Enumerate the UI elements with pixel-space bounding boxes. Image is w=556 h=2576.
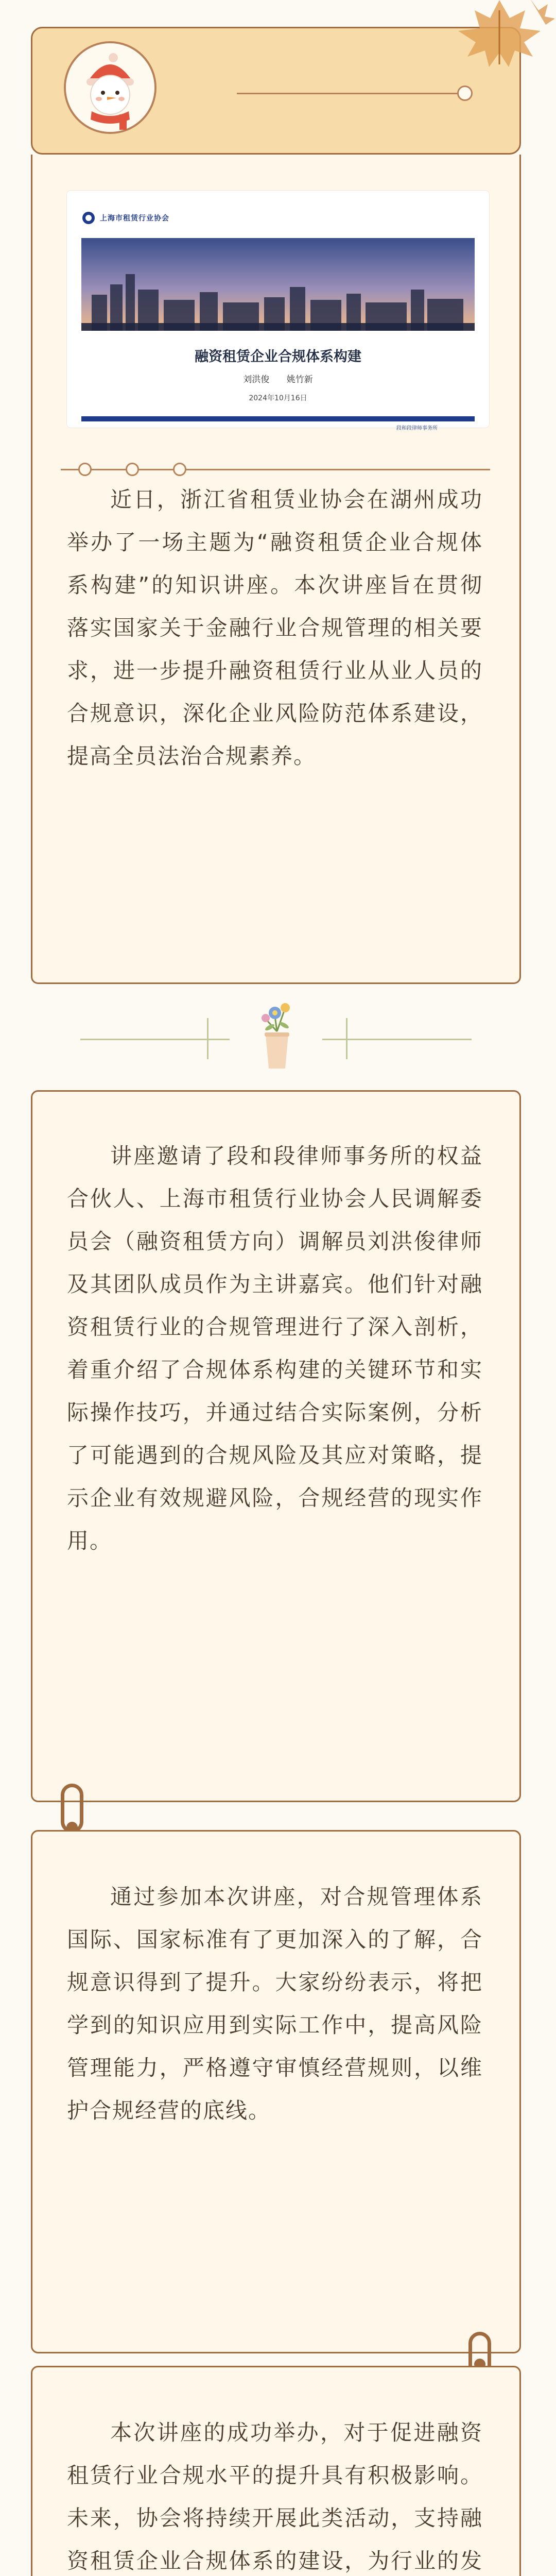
- report-footer-text: 段和段律师事务所: [396, 426, 438, 431]
- maple-leaf-icon: [438, 0, 556, 72]
- snowman-avatar-icon: [64, 41, 157, 134]
- flower-vase-icon: [254, 995, 300, 1073]
- report-footer-bar: [81, 416, 475, 421]
- header-divider-line: [237, 93, 463, 94]
- report-author-1: 刘洪俊: [243, 375, 270, 385]
- paragraph-speakers: 讲座邀请了段和段律师事务所的权益合伙人、上海市租赁行业协会人民调解委员会（融资租赁方向）调解员刘洪俊律师及其团队成员作为主讲嘉宾。他们针对融资租赁行业的合规管理进行了深入剖析，着重介绍了合规体系构建的关键环节和实际操作技巧，并通过结合实际案例，分析了可能遇到的合规风险及其应对策略，提示企业有效规避风险，合规经营的现实作用。: [67, 1143, 483, 1553]
- report-authors: [67, 372, 489, 385]
- divider-dot: [173, 463, 186, 476]
- report-title: 融资租赁企业合规体系构建: [195, 349, 361, 365]
- paragraph-intro: 近日，浙江省租赁业协会在湖州成功举办了一场主题为“融资租赁企业合规体系构建”的知识讲座。本次讲座旨在贯彻落实国家关于金融行业合规管理的相关要求，进一步提升融资租赁行业从业人员的合规意识，深化企业风险防范体系建设，提高全员法治合规素养。: [67, 487, 483, 769]
- report-date: 2024年10月16日: [249, 394, 307, 402]
- report-author-2: 姚竹新: [286, 375, 313, 385]
- report-logo: [82, 210, 169, 226]
- paragraph-outcome: 通过参加本次讲座，对合规管理体系国际、国家标准有了更加深入的了解，合规意识得到了提升。大家纷纷表示，将把学到的知识应用到实际工作中，提高风险管理能力，严格遵守审慎经营规则，以维护合规经营的底线。: [67, 1884, 483, 2123]
- report-cover-image: [67, 191, 489, 431]
- divider-tick-left: [207, 1018, 208, 1059]
- divider-dot: [126, 463, 139, 476]
- divider-line-right: [322, 1039, 472, 1040]
- association-logo-icon: [82, 212, 95, 224]
- city-skyline-image: [81, 238, 475, 331]
- header-divider-dot: [457, 86, 473, 101]
- paragraph-future: 本次讲座的成功举办，对于促进融资租赁行业合规水平的提升具有积极影响。未来，协会将持续开展此类活动，支持融资租赁企业合规体系的建设，为行业的发: [67, 2420, 483, 2573]
- divider-dot: [78, 463, 92, 476]
- divider-tick-right: [346, 1018, 348, 1059]
- report-logo-text: 上海市租赁行业协会: [100, 214, 169, 223]
